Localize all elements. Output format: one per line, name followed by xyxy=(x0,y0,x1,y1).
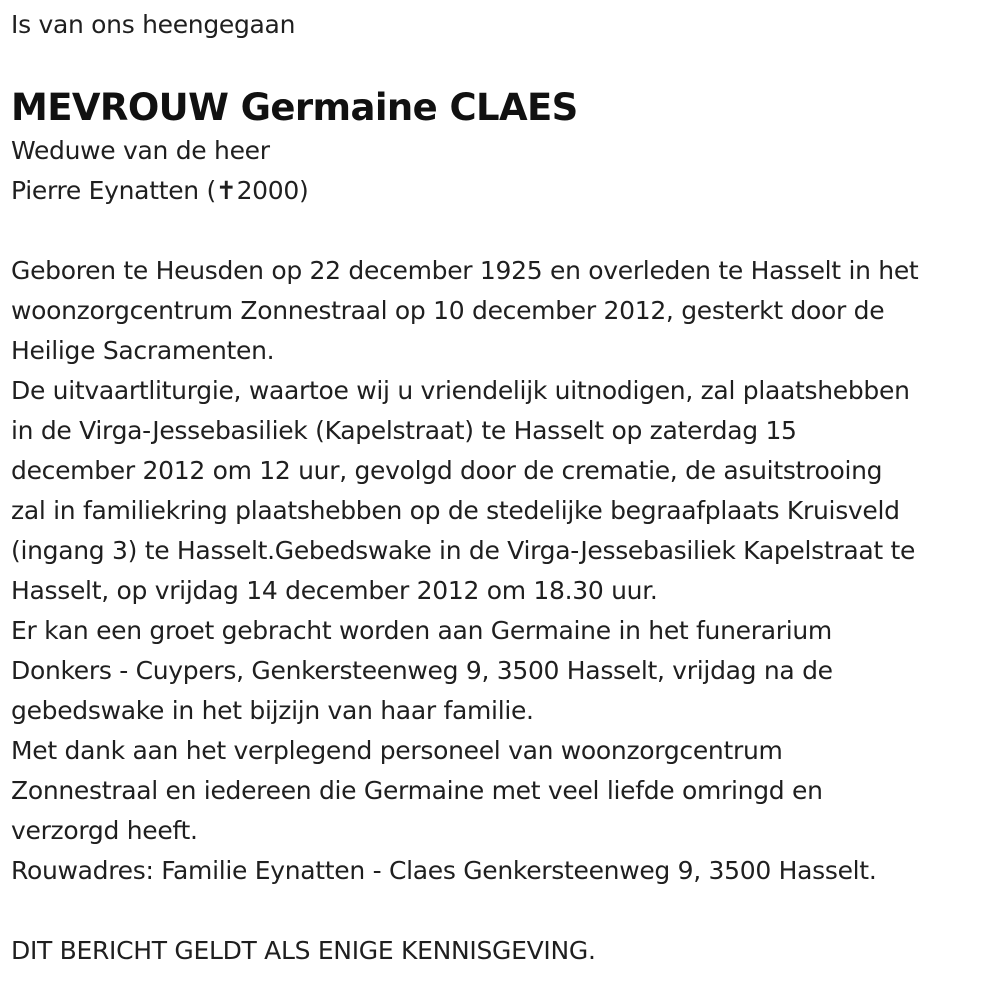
paragraph-line: Zonnestraal en iedereen die Germaine met veel liefde omringd en xyxy=(11,776,823,805)
paragraph-line: zal in familiekring plaatshebben op de stedelijke begraafplaats Kruisveld xyxy=(11,496,900,525)
paragraph-line: Er kan een groet gebracht worden aan Germaine in het funerarium xyxy=(11,616,832,645)
mourning-address-paragraph xyxy=(11,851,996,891)
paragraph-line: in de Virga-Jessebasiliek (Kapelstraat) te Hasselt op zaterdag 15 xyxy=(11,416,797,445)
paragraph-line: Hasselt, op vrijdag 14 december 2012 om 18.30 uur. xyxy=(11,576,658,605)
paragraph-line: De uitvaartliturgie, waartoe wij u vriendelijk uitnodigen, zal plaatshebben xyxy=(11,376,910,405)
paragraph-line: Donkers - Cuypers, Genkersteenweg 9, 3500 Hasselt, vrijdag na de xyxy=(11,656,833,685)
paragraph-line: Geboren te Heusden op 22 december 1925 en overleden te Hasselt in het xyxy=(11,256,919,285)
paragraph-line: verzorgd heeft. xyxy=(11,816,198,845)
paragraph-line: Rouwadres: Familie Eynatten - Claes Genkersteenweg 9, 3500 Hasselt. xyxy=(11,856,877,885)
paragraph-line: woonzorgcentrum Zonnestraal op 10 december 2012, gesterkt door de xyxy=(11,296,885,325)
visitation-paragraph xyxy=(11,611,996,731)
spouse-name-line: Pierre Eynatten (✝2000) xyxy=(11,176,309,205)
death-notice xyxy=(11,0,996,971)
paragraph-line: december 2012 om 12 uur, gevolgd door de crematie, de asuitstrooing xyxy=(11,456,883,485)
closing-statement: DIT BERICHT GELDT ALS ENIGE KENNISGEVING. xyxy=(11,936,596,965)
birth-death-paragraph xyxy=(11,251,996,371)
funeral-paragraph xyxy=(11,371,996,611)
deceased-name: MEVROUW Germaine CLAES xyxy=(11,86,578,129)
paragraph-line: Met dank aan het verplegend personeel van woonzorgcentrum xyxy=(11,736,783,765)
paragraph-line: Heilige Sacramenten. xyxy=(11,336,275,365)
intro-text: Is van ons heengegaan xyxy=(11,10,296,39)
paragraph-line: gebedswake in het bijzijn van haar familie. xyxy=(11,696,534,725)
spacer xyxy=(11,891,996,931)
paragraph-line: (ingang 3) te Hasselt.Gebedswake in de Virga-Jessebasiliek Kapelstraat te xyxy=(11,536,916,565)
spouse-line: Weduwe van de heer xyxy=(11,136,270,165)
thanks-paragraph xyxy=(11,731,996,851)
spacer xyxy=(11,211,996,251)
